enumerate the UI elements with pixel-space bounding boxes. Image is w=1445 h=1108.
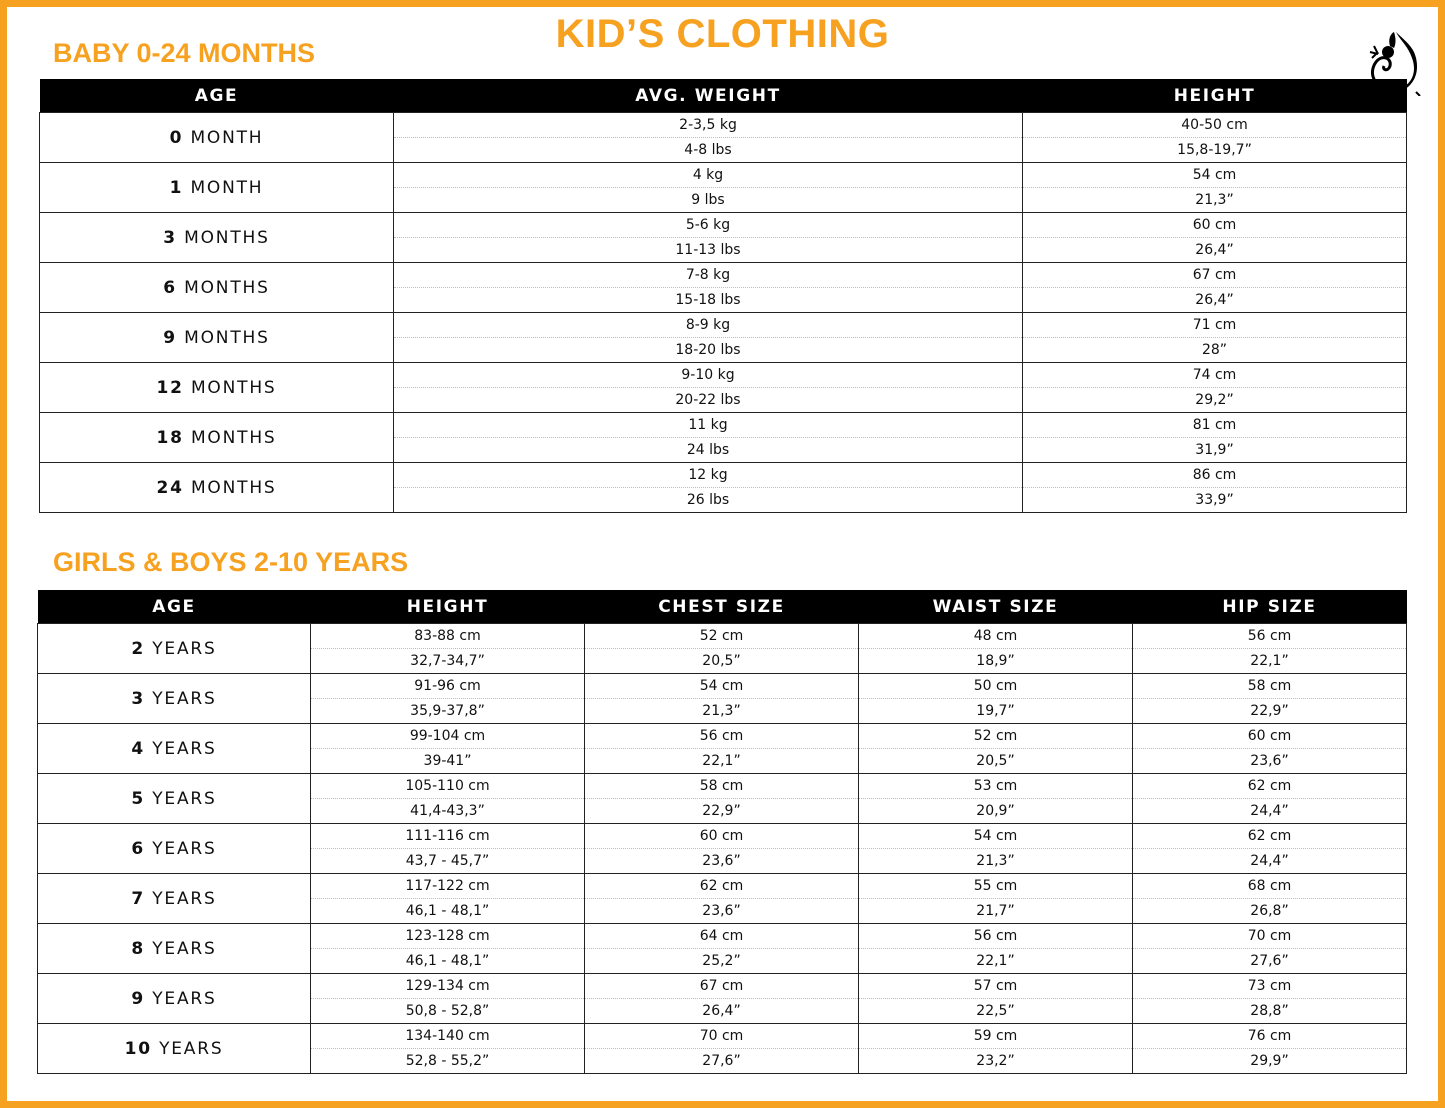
table-row <box>38 974 1407 1024</box>
waist-metric: 56 cm <box>859 924 1132 949</box>
hip-imperial: 24,4” <box>1250 853 1289 869</box>
weight-metric: 12 kg <box>394 463 1022 488</box>
height-cell <box>311 724 585 774</box>
age-cell <box>40 163 394 213</box>
chest-metric: 62 cm <box>585 874 858 899</box>
weight-imperial: 20-22 lbs <box>675 392 741 408</box>
weight-metric: 11 kg <box>394 413 1022 438</box>
hip-metric: 56 cm <box>1133 624 1406 649</box>
age-number: 4 <box>131 738 146 759</box>
weight-imperial: 24 lbs <box>686 442 730 458</box>
table-row <box>40 363 1407 413</box>
age-number: 9 <box>131 988 146 1009</box>
table-row <box>40 463 1407 513</box>
age-cell <box>40 213 394 263</box>
age-unit: MONTH <box>190 177 264 198</box>
waist-cell <box>859 724 1133 774</box>
height-cell <box>311 824 585 874</box>
chest-imperial: 23,6” <box>702 903 741 919</box>
chest-metric: 64 cm <box>585 924 858 949</box>
height-metric: 74 cm <box>1023 363 1406 388</box>
age-number: 18 <box>156 427 184 448</box>
height-metric: 117-122 cm <box>311 874 584 899</box>
weight-cell <box>394 463 1023 513</box>
baby-section-title: BABY 0-24 MONTHS <box>53 38 316 68</box>
height-metric: 91-96 cm <box>311 674 584 699</box>
age-cell <box>40 413 394 463</box>
waist-metric: 52 cm <box>859 724 1132 749</box>
weight-metric: 9-10 kg <box>394 363 1022 388</box>
height-imperial: 21,3” <box>1195 192 1234 208</box>
column-header-waist-size: WAIST SIZE <box>859 590 1133 624</box>
weight-cell <box>394 213 1023 263</box>
height-metric: 81 cm <box>1023 413 1406 438</box>
age-number: 24 <box>156 477 184 498</box>
chest-imperial: 23,6” <box>702 853 741 869</box>
table-row <box>38 724 1407 774</box>
weight-cell <box>394 313 1023 363</box>
hip-cell <box>1133 624 1407 674</box>
waist-metric: 53 cm <box>859 774 1132 799</box>
height-cell <box>311 974 585 1024</box>
weight-metric: 4 kg <box>394 163 1022 188</box>
age-unit: YEARS <box>152 988 217 1009</box>
age-unit: MONTHS <box>190 427 277 448</box>
hip-cell <box>1133 974 1407 1024</box>
age-cell <box>40 363 394 413</box>
table-header-row <box>38 590 1407 624</box>
hip-imperial: 28,8” <box>1250 1003 1289 1019</box>
waist-cell <box>859 674 1133 724</box>
height-cell <box>311 924 585 974</box>
waist-cell <box>859 874 1133 924</box>
height-metric: 54 cm <box>1023 163 1406 188</box>
chest-metric: 56 cm <box>585 724 858 749</box>
age-cell <box>38 724 311 774</box>
chest-cell <box>585 874 859 924</box>
waist-cell <box>859 1024 1133 1074</box>
age-unit: MONTHS <box>184 277 270 298</box>
waist-metric: 48 cm <box>859 624 1132 649</box>
height-imperial: 29,2” <box>1195 392 1234 408</box>
chest-imperial: 20,5” <box>702 653 741 669</box>
weight-imperial: 4-8 lbs <box>684 142 732 158</box>
age-cell <box>38 974 311 1024</box>
table-row <box>38 924 1407 974</box>
waist-metric: 54 cm <box>859 824 1132 849</box>
age-cell <box>38 874 311 924</box>
baby-size-table <box>39 79 1407 513</box>
table-row <box>38 824 1407 874</box>
waist-cell <box>859 824 1133 874</box>
age-number: 12 <box>156 377 184 398</box>
hip-imperial: 27,6” <box>1250 953 1289 969</box>
age-number: 6 <box>131 838 146 859</box>
age-cell <box>38 624 311 674</box>
age-unit: MONTHS <box>190 477 277 498</box>
age-number: 6 <box>163 277 177 298</box>
waist-imperial: 21,7” <box>976 903 1015 919</box>
chest-imperial: 22,1” <box>702 753 741 769</box>
chest-cell <box>585 824 859 874</box>
weight-metric: 5-6 kg <box>394 213 1022 238</box>
hip-imperial: 22,9” <box>1250 703 1289 719</box>
height-metric: 67 cm <box>1023 263 1406 288</box>
table-row <box>38 874 1407 924</box>
height-cell <box>1023 163 1407 213</box>
chest-metric: 67 cm <box>585 974 858 999</box>
chest-cell <box>585 1024 859 1074</box>
hip-cell <box>1133 924 1407 974</box>
hip-cell <box>1133 824 1407 874</box>
column-header-hip-size: HIP SIZE <box>1133 590 1407 624</box>
age-number: 2 <box>131 638 146 659</box>
chest-imperial: 22,9” <box>702 803 741 819</box>
waist-imperial: 19,7” <box>976 703 1015 719</box>
height-cell <box>311 674 585 724</box>
age-number: 9 <box>163 327 177 348</box>
hip-metric: 62 cm <box>1133 774 1406 799</box>
weight-cell <box>394 363 1023 413</box>
waist-cell <box>859 974 1133 1024</box>
hip-cell <box>1133 674 1407 724</box>
age-unit: MONTHS <box>184 227 270 248</box>
height-metric: 99-104 cm <box>311 724 584 749</box>
height-imperial: 46,1 - 48,1” <box>405 903 490 919</box>
age-cell <box>40 313 394 363</box>
hip-metric: 70 cm <box>1133 924 1406 949</box>
hip-imperial: 22,1” <box>1250 653 1289 669</box>
height-metric: 40-50 cm <box>1023 113 1406 138</box>
chest-cell <box>585 724 859 774</box>
chest-imperial: 21,3” <box>702 703 741 719</box>
age-number: 0 <box>169 127 184 148</box>
height-imperial: 52,8 - 55,2” <box>405 1053 490 1069</box>
height-imperial: 26,4” <box>1195 292 1234 308</box>
chest-cell <box>585 774 859 824</box>
chest-cell <box>585 624 859 674</box>
age-unit: YEARS <box>152 688 217 709</box>
table-header-row <box>40 79 1407 113</box>
hip-cell <box>1133 874 1407 924</box>
chest-imperial: 25,2” <box>702 953 741 969</box>
age-unit: YEARS <box>152 888 217 909</box>
height-metric: 123-128 cm <box>311 924 584 949</box>
height-imperial: 43,7 - 45,7” <box>405 853 490 869</box>
height-cell <box>1023 363 1407 413</box>
waist-imperial: 20,5” <box>976 753 1015 769</box>
table-row <box>40 213 1407 263</box>
hip-metric: 76 cm <box>1133 1024 1406 1049</box>
height-cell <box>1023 263 1407 313</box>
age-unit: MONTHS <box>190 377 277 398</box>
age-unit: YEARS <box>152 788 217 809</box>
age-unit: YEARS <box>152 938 217 959</box>
waist-metric: 59 cm <box>859 1024 1132 1049</box>
age-cell <box>38 824 311 874</box>
height-cell <box>311 1024 585 1074</box>
chest-cell <box>585 674 859 724</box>
waist-imperial: 23,2” <box>976 1053 1015 1069</box>
waist-metric: 50 cm <box>859 674 1132 699</box>
height-imperial: 50,8 - 52,8” <box>405 1003 490 1019</box>
kids-size-table <box>37 590 1407 1074</box>
hip-metric: 60 cm <box>1133 724 1406 749</box>
height-imperial: 46,1 - 48,1” <box>405 953 490 969</box>
table-row <box>38 774 1407 824</box>
age-number: 8 <box>131 938 146 959</box>
height-imperial: 26,4” <box>1195 242 1234 258</box>
column-header-age: AGE <box>38 590 311 624</box>
waist-cell <box>859 624 1133 674</box>
chest-cell <box>585 924 859 974</box>
height-metric: 83-88 cm <box>311 624 584 649</box>
column-header-avg-weight: AVG. WEIGHT <box>394 79 1023 113</box>
age-cell <box>38 1024 311 1074</box>
weight-imperial: 11-13 lbs <box>675 242 741 258</box>
height-metric: 71 cm <box>1023 313 1406 338</box>
age-unit: YEARS <box>152 738 217 759</box>
height-imperial: 41,4-43,3” <box>410 803 485 819</box>
weight-imperial: 26 lbs <box>686 492 730 508</box>
column-header-chest-size: CHEST SIZE <box>585 590 859 624</box>
chest-metric: 58 cm <box>585 774 858 799</box>
hip-imperial: 29,9” <box>1250 1053 1289 1069</box>
height-metric: 134-140 cm <box>311 1024 584 1049</box>
chest-imperial: 26,4” <box>702 1003 741 1019</box>
weight-imperial: 15-18 lbs <box>675 292 741 308</box>
hip-metric: 73 cm <box>1133 974 1406 999</box>
chest-cell <box>585 974 859 1024</box>
age-unit: YEARS <box>159 1038 224 1059</box>
hip-imperial: 23,6” <box>1250 753 1289 769</box>
height-cell <box>1023 413 1407 463</box>
weight-metric: 2-3,5 kg <box>394 113 1022 138</box>
age-unit: MONTHS <box>184 327 270 348</box>
age-cell <box>38 674 311 724</box>
weight-cell <box>394 413 1023 463</box>
height-cell <box>1023 113 1407 163</box>
hip-imperial: 24,4” <box>1250 803 1289 819</box>
age-cell <box>38 774 311 824</box>
waist-imperial: 20,9” <box>976 803 1015 819</box>
page-title: KID’S CLOTHING <box>555 12 890 56</box>
height-metric: 129-134 cm <box>311 974 584 999</box>
age-number: 1 <box>169 177 184 198</box>
height-metric: 86 cm <box>1023 463 1406 488</box>
age-number: 3 <box>131 688 146 709</box>
column-header-height: HEIGHT <box>1023 79 1407 113</box>
hip-cell <box>1133 724 1407 774</box>
table-row <box>40 263 1407 313</box>
weight-cell <box>394 263 1023 313</box>
hip-metric: 62 cm <box>1133 824 1406 849</box>
waist-metric: 55 cm <box>859 874 1132 899</box>
weight-metric: 8-9 kg <box>394 313 1022 338</box>
waist-imperial: 22,5” <box>976 1003 1015 1019</box>
kids-section-title: GIRLS & BOYS 2-10 YEARS <box>53 547 409 577</box>
height-imperial: 32,7-34,7” <box>410 653 485 669</box>
hip-cell <box>1133 1024 1407 1074</box>
chest-metric: 60 cm <box>585 824 858 849</box>
waist-imperial: 18,9” <box>976 653 1015 669</box>
height-imperial: 15,8-19,7” <box>1177 142 1252 158</box>
height-metric: 111-116 cm <box>311 824 584 849</box>
height-cell <box>311 624 585 674</box>
height-cell <box>311 874 585 924</box>
age-cell <box>40 463 394 513</box>
table-row <box>40 163 1407 213</box>
height-metric: 105-110 cm <box>311 774 584 799</box>
weight-metric: 7-8 kg <box>394 263 1022 288</box>
chest-metric: 54 cm <box>585 674 858 699</box>
table-row <box>40 113 1407 163</box>
height-imperial: 39-41” <box>423 753 472 769</box>
height-cell <box>1023 213 1407 263</box>
chest-metric: 52 cm <box>585 624 858 649</box>
age-number: 10 <box>124 1038 152 1059</box>
column-header-height: HEIGHT <box>311 590 585 624</box>
table-row <box>38 1024 1407 1074</box>
height-cell <box>311 774 585 824</box>
table-row <box>40 413 1407 463</box>
age-cell <box>38 924 311 974</box>
height-imperial: 31,9” <box>1195 442 1234 458</box>
weight-cell <box>394 113 1023 163</box>
age-cell <box>40 263 394 313</box>
chest-imperial: 27,6” <box>702 1053 741 1069</box>
age-number: 5 <box>131 788 146 809</box>
waist-imperial: 21,3” <box>976 853 1015 869</box>
age-number: 7 <box>131 888 146 909</box>
age-cell <box>40 113 394 163</box>
height-imperial: 28” <box>1201 342 1228 358</box>
chest-metric: 70 cm <box>585 1024 858 1049</box>
table-row <box>38 674 1407 724</box>
waist-cell <box>859 774 1133 824</box>
height-imperial: 35,9-37,8” <box>410 703 485 719</box>
column-header-age: AGE <box>40 79 394 113</box>
hip-metric: 68 cm <box>1133 874 1406 899</box>
age-number: 3 <box>163 227 177 248</box>
table-row <box>38 624 1407 674</box>
waist-imperial: 22,1” <box>976 953 1015 969</box>
hip-imperial: 26,8” <box>1250 903 1289 919</box>
hip-cell <box>1133 774 1407 824</box>
height-imperial: 33,9” <box>1195 492 1234 508</box>
age-unit: YEARS <box>152 838 217 859</box>
weight-imperial: 9 lbs <box>691 192 725 208</box>
waist-cell <box>859 924 1133 974</box>
height-cell <box>1023 313 1407 363</box>
waist-metric: 57 cm <box>859 974 1132 999</box>
weight-cell <box>394 163 1023 213</box>
height-metric: 60 cm <box>1023 213 1406 238</box>
age-unit: YEARS <box>152 638 217 659</box>
height-cell <box>1023 463 1407 513</box>
table-row <box>40 313 1407 363</box>
hip-metric: 58 cm <box>1133 674 1406 699</box>
weight-imperial: 18-20 lbs <box>675 342 741 358</box>
age-unit: MONTH <box>190 127 264 148</box>
